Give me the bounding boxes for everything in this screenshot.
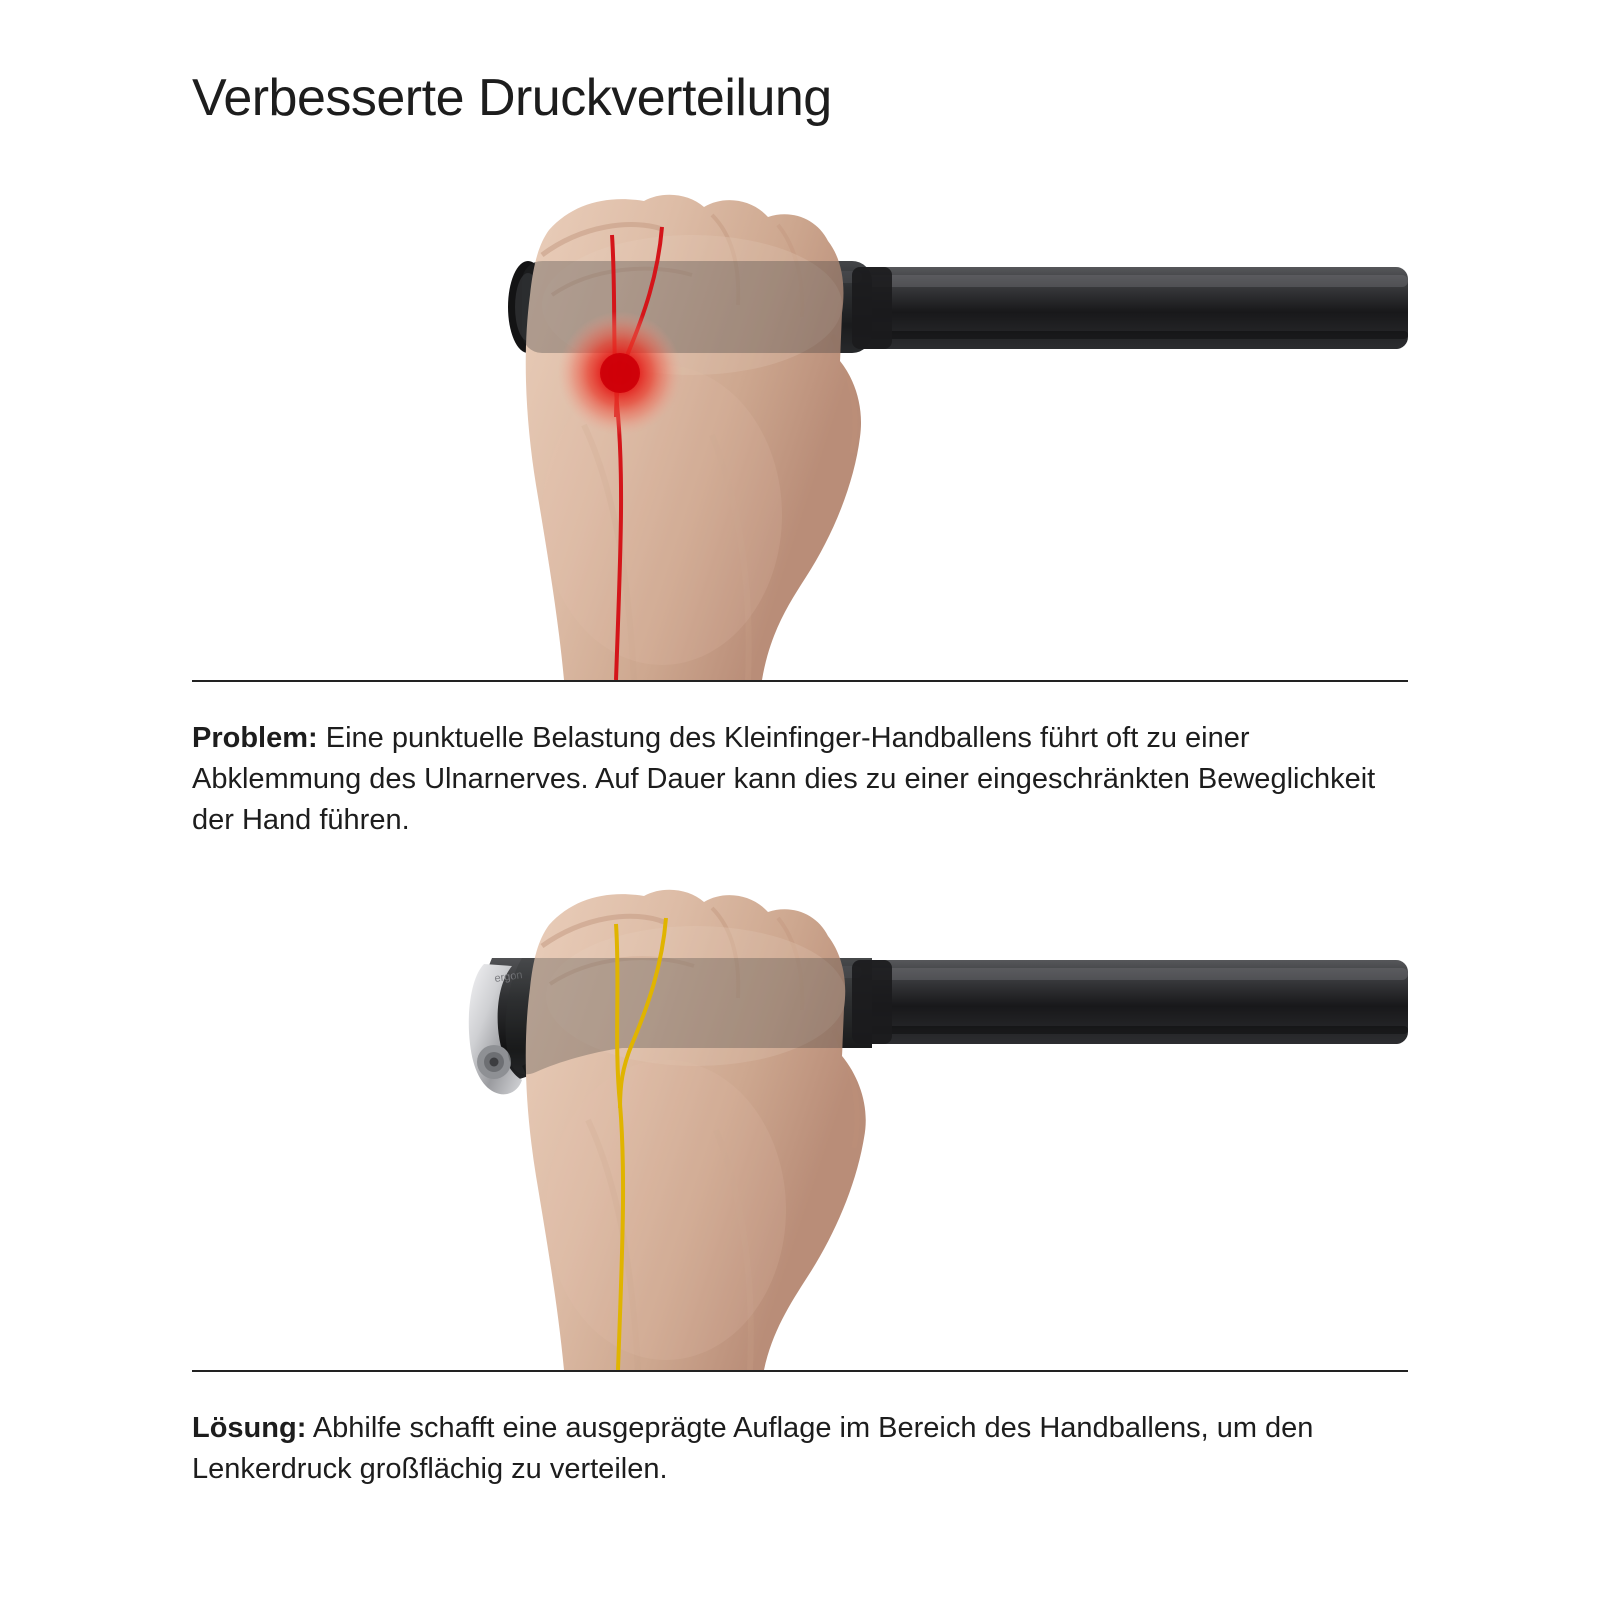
figure-problem-graphic bbox=[192, 185, 1408, 680]
svg-text:ergon: ergon bbox=[493, 969, 524, 985]
figure-loesung-graphic bbox=[192, 880, 1408, 1370]
caption-loesung-text: Abhilfe schafft eine ausgeprägte Auflage im Bereich des Handballens, um den Lenkerdruck großflächig zu verteilen. bbox=[192, 1412, 1314, 1486]
caption-loesung-lead: Lösung: bbox=[192, 1412, 307, 1444]
hand-illustration bbox=[522, 195, 892, 680]
hand-illustration bbox=[506, 890, 892, 1370]
figure-problem bbox=[192, 185, 1408, 680]
caption-problem-text: Eine punktuelle Belastung des Kleinfinger-Handballens führt oft zu einer Abklemmung des Ulnarnerves. Auf Dauer kann dies zu einer eingeschränkten Beweglichkeit der Hand führen. bbox=[192, 722, 1376, 837]
page-title: Verbesserte Druckverteilung bbox=[192, 69, 832, 127]
caption-loesung bbox=[192, 1408, 1412, 1490]
figure-loesung bbox=[192, 880, 1408, 1370]
caption-problem bbox=[192, 718, 1412, 842]
divider-bottom bbox=[192, 1370, 1408, 1372]
caption-problem-lead: Problem: bbox=[192, 722, 318, 754]
divider-top bbox=[192, 680, 1408, 682]
